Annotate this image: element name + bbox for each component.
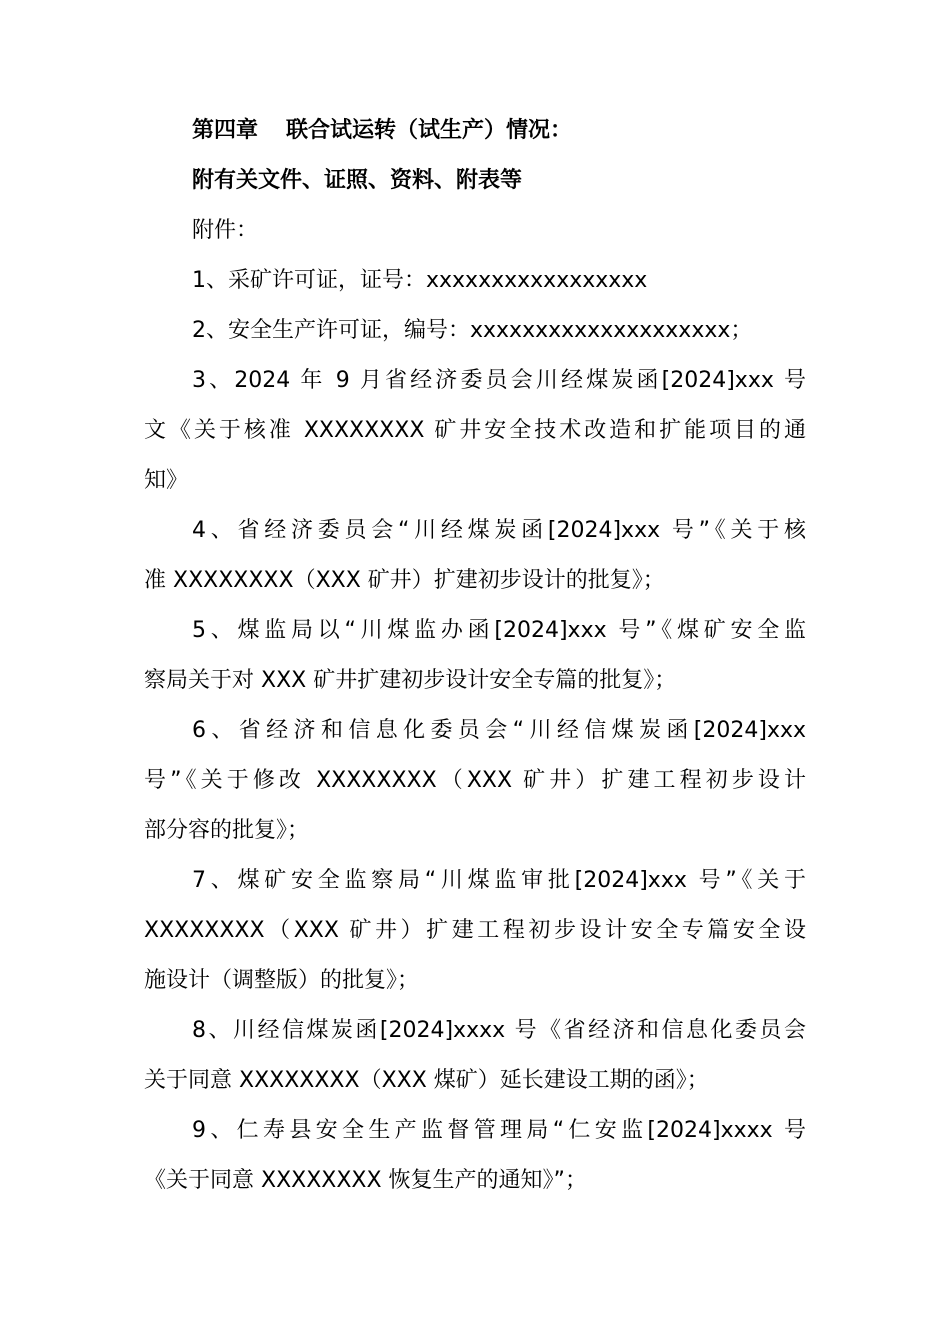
chapter-heading (192, 116, 572, 146)
attachments-label: 附件： (192, 218, 259, 243)
attachment-3-line-1: 3、2024 年 9 月省经济委员会川经煤炭函[2024]xxx 号 (192, 368, 806, 393)
attachment-6-line-2: 号”《关于修改 XXXXXXXX（XXX 矿井）扩建工程初步设计 (144, 768, 806, 793)
attachment-4-line-2: 准 XXXXXXXX（XXX 矿井）扩建初步设计的批复》； (144, 568, 665, 593)
attachment-8-line-2: 关于同意 XXXXXXXX（XXX 煤矿）延长建设工期的函》； (144, 1068, 709, 1093)
attachment-7-line-1: 7、煤矿安全监察局“川煤监审批[2024]xxx 号”《关于 (192, 868, 806, 893)
attachment-3-line-2: 文《关于核准 XXXXXXXX 矿井安全技术改造和扩能项目的通 (144, 418, 806, 443)
subheading: 附有关文件、证照、资料、附表等 (192, 168, 523, 193)
attachment-6-line-1: 6、省经济和信息化委员会“川经信煤炭函[2024]xxx (192, 718, 806, 743)
attachment-8-line-1: 8、川经信煤炭函[2024]xxxx 号《省经济和信息化委员会 (192, 1018, 806, 1043)
attachment-1: 1、采矿许可证，证号：xxxxxxxxxxxxxxxxx (192, 268, 648, 293)
attachment-9-line-2: 《关于同意 XXXXXXXX 恢复生产的通知》”； (144, 1168, 587, 1193)
attachment-2: 2、安全生产许可证，编号：xxxxxxxxxxxxxxxxxxxx； (192, 318, 753, 343)
attachment-4-line-1: 4、省经济委员会“川经煤炭函[2024]xxx 号”《关于核 (192, 518, 806, 543)
attachment-5-line-2: 察局关于对 XXX 矿井扩建初步设计安全专篇的批复》； (144, 668, 677, 693)
attachment-6-line-3: 部分容的批复》； (144, 818, 310, 843)
chapter-number: 第四章 (192, 118, 259, 143)
chapter-title: 联合试运转（试生产）情况： (286, 118, 573, 143)
attachment-9-line-1: 9、仁寿县安全生产监督管理局“仁安监[2024]xxxx 号 (192, 1118, 806, 1143)
attachment-7-line-2: XXXXXXXX（XXX 矿井）扩建工程初步设计安全专篇安全设 (144, 918, 806, 943)
attachment-3-line-3: 知》 (144, 468, 189, 493)
attachment-5-line-1: 5、煤监局以“川煤监办函[2024]xxx 号”《煤矿安全监 (192, 618, 806, 643)
attachment-7-line-3: 施设计（调整版）的批复》； (144, 968, 420, 993)
